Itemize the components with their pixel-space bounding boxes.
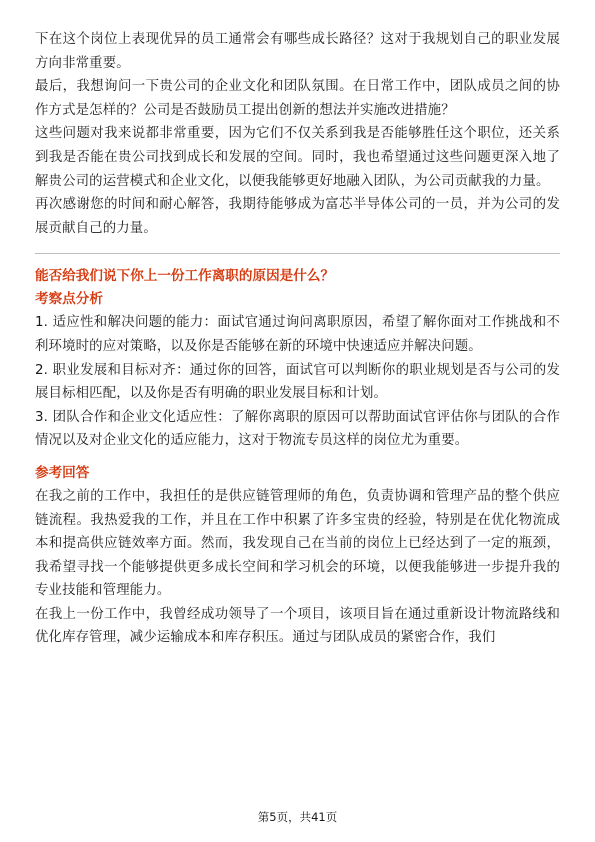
analysis-item: 2. 职业发展和目标对齐：通过你的回答，面试官可以判断你的职业规划是否与公司的发展目标相匹配，以及你是否有明确的职业发展目标和计划。 <box>35 362 560 402</box>
interview-question: 能否给我们说下你上一份工作离职的原因是什么？ <box>35 268 335 285</box>
document-page <box>35 28 560 650</box>
section-divider <box>35 253 560 254</box>
analysis-item: 3. 团队合作和企业文化适应性：了解你离职的原因可以帮助面试官评估你与团队的合作情况以及对企业文化的适应能力，这对于物流专员这样的岗位尤为重要。 <box>35 409 560 449</box>
spacer <box>35 453 560 462</box>
analysis-item: 1. 适应性和解决问题的能力：面试官通过询问离职原因，希望了解你面对工作挑战和不利环境时的应对策略，以及你是否能够在新的环境中快速适应并解决问题。 <box>35 315 560 354</box>
answer-paragraph: 在我上一份工作中，我曾经成功领导了一个项目，该项目旨在通过重新设计物流路线和优化库存管理，减少运输成本和库存积压。通过与团队成员的紧密合作，我们 <box>35 606 560 646</box>
answer-heading: 参考回答 <box>35 464 90 481</box>
continuation-paragraph: 这些问题对我来说都非常重要，因为它们不仅关系到我是否能够胜任这个职位，还关系到我是否能在贵公司找到成长和发展的空间。同时，我也希望通过这些问题更深入地了解贵公司的运营模式和企业文化，以便我能够更好地融入团队，为公司贡献我的力量。 <box>35 126 560 189</box>
page-number: 第5页，共41页 <box>257 810 338 824</box>
analysis-heading: 考察点分析 <box>35 291 103 308</box>
continuation-paragraph: 再次感谢您的时间和耐心解答，我期待能够成为富芯半导体公司的一员，并为公司的发展贡献自己的力量。 <box>35 197 560 236</box>
continuation-paragraph: 最后，我想询问一下贵公司的企业文化和团队氛围。在日常工作中，团队成员之间的协作方式是怎样的？公司是否鼓励员工提出创新的想法并实施改进措施？ <box>35 79 560 118</box>
answer-paragraph: 在我之前的工作中，我担任的是供应链管理师的角色，负责协调和管理产品的整个供应链流程。我热爱我的工作，并且在工作中积累了许多宝贵的经验，特别是在优化物流成本和提高供应链效率方面。然而，我发现自己在当前的岗位上已经达到了一定的瓶颈，我希望寻找一个能够提供更多成长空间和学习机会的环境，以便我能够进一步提升我的专业技能和管理能力。 <box>35 488 560 599</box>
continuation-paragraph: 下在这个岗位上表现优异的员工通常会有哪些成长路径？这对于我规划自己的职业发展方向非常重要。 <box>35 32 560 71</box>
